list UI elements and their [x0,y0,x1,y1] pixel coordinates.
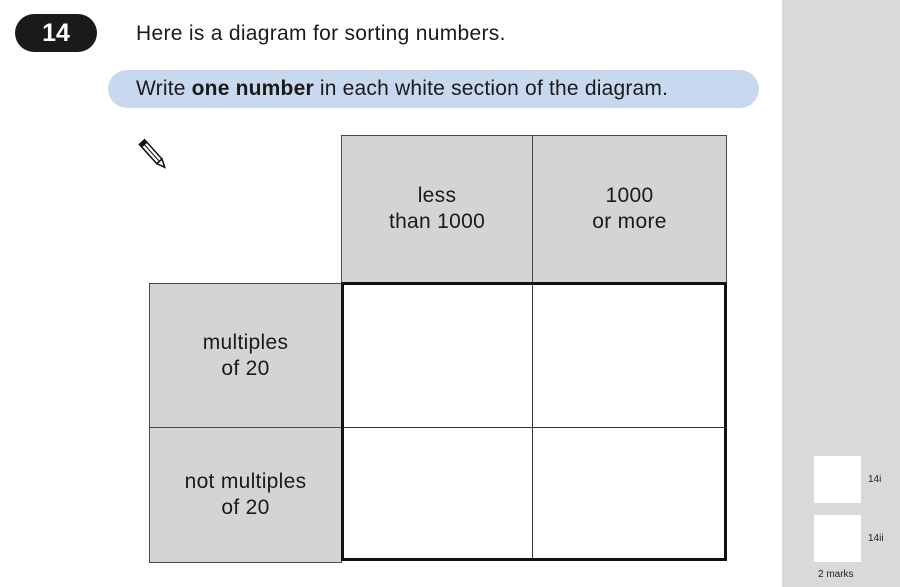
column-header-line: than 1000 [388,210,486,233]
instruction-emphasis: one number [191,77,314,100]
marks-total: 2 marks [818,569,854,580]
column-header-line: less [417,184,457,207]
mark-label-14ii: 14ii [868,533,884,544]
answer-cell-not-multiple-1000-or-more[interactable] [533,428,724,558]
mark-box-14ii [814,515,861,562]
mark-box-14i [814,456,861,503]
row-header-line: of 20 [221,356,270,380]
question-number-badge: 14 [15,14,97,52]
pencil-icon [136,136,170,174]
grid-divider-vertical [532,284,533,560]
answer-cell-multiple-1000-or-more[interactable] [533,285,724,427]
grid-divider-horizontal [343,427,725,428]
answer-cell-multiple-less-than-1000[interactable] [344,285,532,427]
column-header-less-than-1000 [341,135,533,283]
mark-label-14i: 14i [868,474,882,485]
column-header-line: or more [592,210,667,233]
answer-cell-not-multiple-less-than-1000[interactable] [344,428,532,558]
row-header-line: multiples [202,330,289,354]
row-header-line: of 20 [221,496,270,519]
row-header-line: not multiples [184,470,307,493]
row-header-not-multiples-of-20 [149,427,342,563]
instruction-text-start: Write [136,77,192,100]
instruction-text-end: in each white section of the diagram. [313,77,669,100]
question-intro: Here is a diagram for sorting numbers. [136,22,506,45]
row-header-multiples-of-20 [149,283,342,428]
column-header-line: 1000 [605,184,654,207]
instruction-banner [108,70,759,108]
column-header-1000-or-more [532,135,727,283]
